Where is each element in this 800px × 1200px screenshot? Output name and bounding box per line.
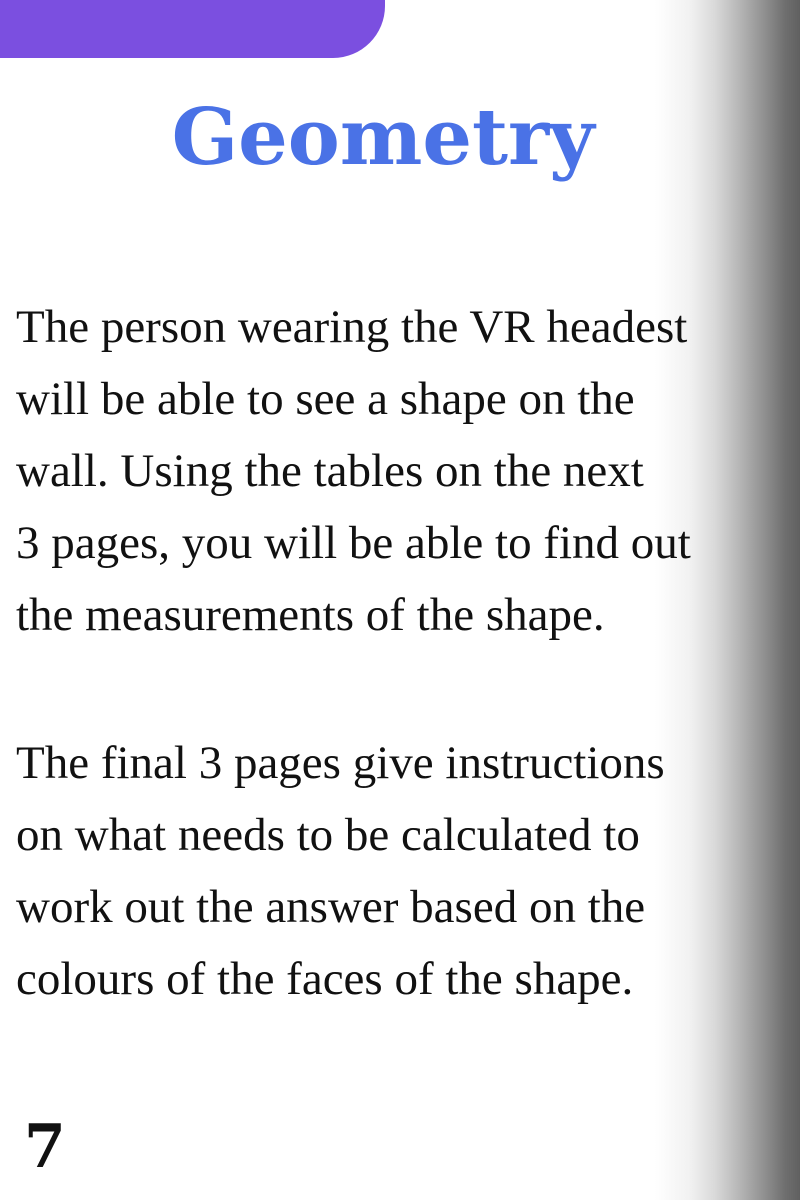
paragraph-line: the measurements of the shape. [16, 589, 605, 641]
paragraph-intro [16, 291, 776, 651]
paragraph-line: The final 3 pages give instructions [16, 737, 665, 789]
paragraph-line: work out the answer based on the [16, 881, 646, 933]
page-number: 7 [24, 1112, 66, 1182]
paragraph-line: on what needs to be calculated to [16, 809, 640, 861]
page-title: Geometry [171, 92, 595, 183]
paragraph-instructions [16, 727, 776, 1015]
paragraph-line: The person wearing the VR headest [16, 301, 688, 353]
paragraph-line: will be able to see a shape on the [16, 373, 635, 425]
paragraph-line: 3 pages, you will be able to find out [16, 517, 691, 569]
paragraph-line: colours of the faces of the shape. [16, 953, 634, 1005]
corner-tab [0, 0, 385, 58]
paragraph-line: wall. Using the tables on the next [16, 445, 644, 497]
